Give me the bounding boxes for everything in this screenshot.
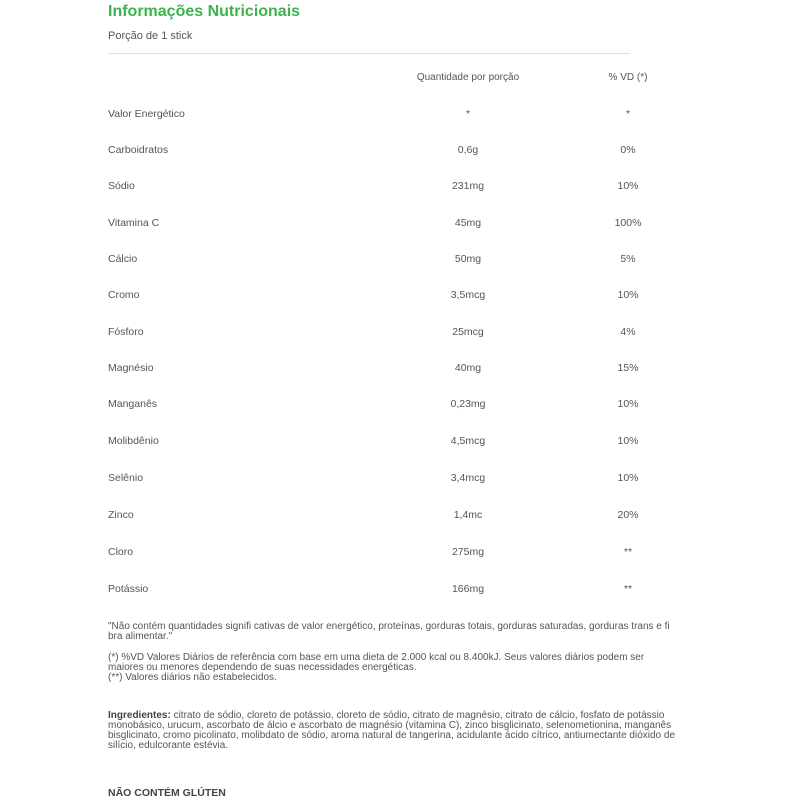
table-row bbox=[0, 398, 800, 416]
note-not-established: (**) Valores diários não estabelecidos. bbox=[108, 672, 277, 683]
note-daily-values: (*) %VD Valores Diários de referência com base em uma dieta de 2.000 kcal ou 8.400kJ. Seus valores diários podem ser maiores ou menores dependendo de suas necessidades energéticas. bbox=[108, 652, 645, 673]
nutrient-daily-value: 10% bbox=[617, 180, 639, 192]
nutrient-daily-value: ** bbox=[623, 546, 633, 558]
nutrient-quantity: 231mg bbox=[451, 180, 485, 192]
ingredients-block bbox=[108, 711, 680, 751]
table-row bbox=[0, 583, 800, 601]
page-title: Informações Nutricionais bbox=[108, 3, 301, 20]
nutrient-name: Fósforo bbox=[108, 326, 144, 338]
ingredients-text: citrato de sódio, cloreto de potássio, cloreto de sódio, citrato de magnésio, citrato de cálcio, fosfato de potássio monobásico, urucum, ascorbato de álcio e ascorbato de magnésio (vitamina C), zinco bisglicinato, selenometionina, manganês bisglicinato, cromo picolinato, molibdato de sódio, aroma natural de tangerina, acidulante ácido cítrico, antiumectante dióxido de silício, edulcorante estévia. bbox=[108, 710, 676, 751]
nutrient-name: Zinco bbox=[108, 509, 134, 521]
table-row bbox=[0, 144, 800, 162]
nutrient-daily-value: 10% bbox=[617, 435, 639, 447]
table-row bbox=[0, 509, 800, 527]
nutrient-daily-value: 100% bbox=[614, 217, 642, 229]
table-row bbox=[0, 180, 800, 198]
nutrient-name: Vitamina C bbox=[108, 217, 160, 229]
nutrient-name: Sódio bbox=[108, 180, 135, 192]
nutrient-daily-value: 10% bbox=[617, 289, 639, 301]
nutrient-daily-value: 20% bbox=[617, 509, 639, 521]
nutrient-daily-value: 4% bbox=[620, 326, 636, 338]
nutrient-daily-value: ** bbox=[623, 583, 633, 595]
nutrient-name: Cálcio bbox=[108, 253, 138, 265]
gluten-notice: NÃO CONTÉM GLÚTEN bbox=[108, 787, 226, 799]
table-row bbox=[0, 435, 800, 453]
nutrient-quantity: 166mg bbox=[451, 583, 485, 595]
nutrient-daily-value: * bbox=[625, 108, 631, 120]
column-header-daily-value: % VD (*) bbox=[608, 72, 648, 83]
nutrient-quantity: 50mg bbox=[454, 253, 482, 265]
nutrient-daily-value: 5% bbox=[620, 253, 636, 265]
note-not-significant: "Não contém quantidades signifi cativas de valor energético, proteínas, gorduras totais, gorduras saturadas, gorduras trans e fi bra alimentar." bbox=[108, 621, 670, 642]
nutrient-quantity: 45mg bbox=[454, 217, 482, 229]
nutrient-daily-value: 10% bbox=[617, 472, 639, 484]
table-row bbox=[0, 108, 800, 126]
nutrient-name: Cromo bbox=[108, 289, 140, 301]
table-row bbox=[0, 326, 800, 344]
column-header-quantity: Quantidade por porção bbox=[416, 72, 520, 83]
nutrient-name: Selênio bbox=[108, 472, 144, 484]
nutrient-quantity: * bbox=[465, 108, 471, 120]
nutrient-name: Manganês bbox=[108, 398, 158, 410]
ingredients-label: Ingredientes: bbox=[108, 710, 171, 721]
nutrient-name: Carboidratos bbox=[108, 144, 169, 156]
table-row bbox=[0, 472, 800, 490]
table-row bbox=[0, 289, 800, 307]
nutrient-name: Magnésio bbox=[108, 362, 154, 374]
nutrient-name: Molibdênio bbox=[108, 435, 159, 447]
nutrient-quantity: 0,23mg bbox=[450, 398, 486, 410]
nutrient-quantity: 3,4mcg bbox=[450, 472, 486, 484]
nutrient-daily-value: 0% bbox=[620, 144, 636, 156]
nutrient-quantity: 40mg bbox=[454, 362, 482, 374]
nutrient-quantity: 0,6g bbox=[457, 144, 479, 156]
nutrient-name: Cloro bbox=[108, 546, 134, 558]
nutrient-quantity: 3,5mcg bbox=[450, 289, 486, 301]
nutrient-quantity: 25mcg bbox=[452, 326, 484, 338]
nutrient-quantity: 1,4mc bbox=[453, 509, 483, 521]
table-row bbox=[0, 253, 800, 271]
nutrient-name: Potássio bbox=[108, 583, 149, 595]
nutrient-quantity: 4,5mcg bbox=[450, 435, 486, 447]
table-row bbox=[0, 362, 800, 380]
nutrient-daily-value: 10% bbox=[617, 398, 639, 410]
portion-size: Porção de 1 stick bbox=[108, 30, 193, 42]
table-row bbox=[0, 546, 800, 564]
nutrient-quantity: 275mg bbox=[451, 546, 485, 558]
header-divider bbox=[108, 53, 630, 54]
nutrient-daily-value: 15% bbox=[617, 362, 639, 374]
nutrient-name: Valor Energético bbox=[108, 108, 185, 120]
table-row bbox=[0, 217, 800, 235]
